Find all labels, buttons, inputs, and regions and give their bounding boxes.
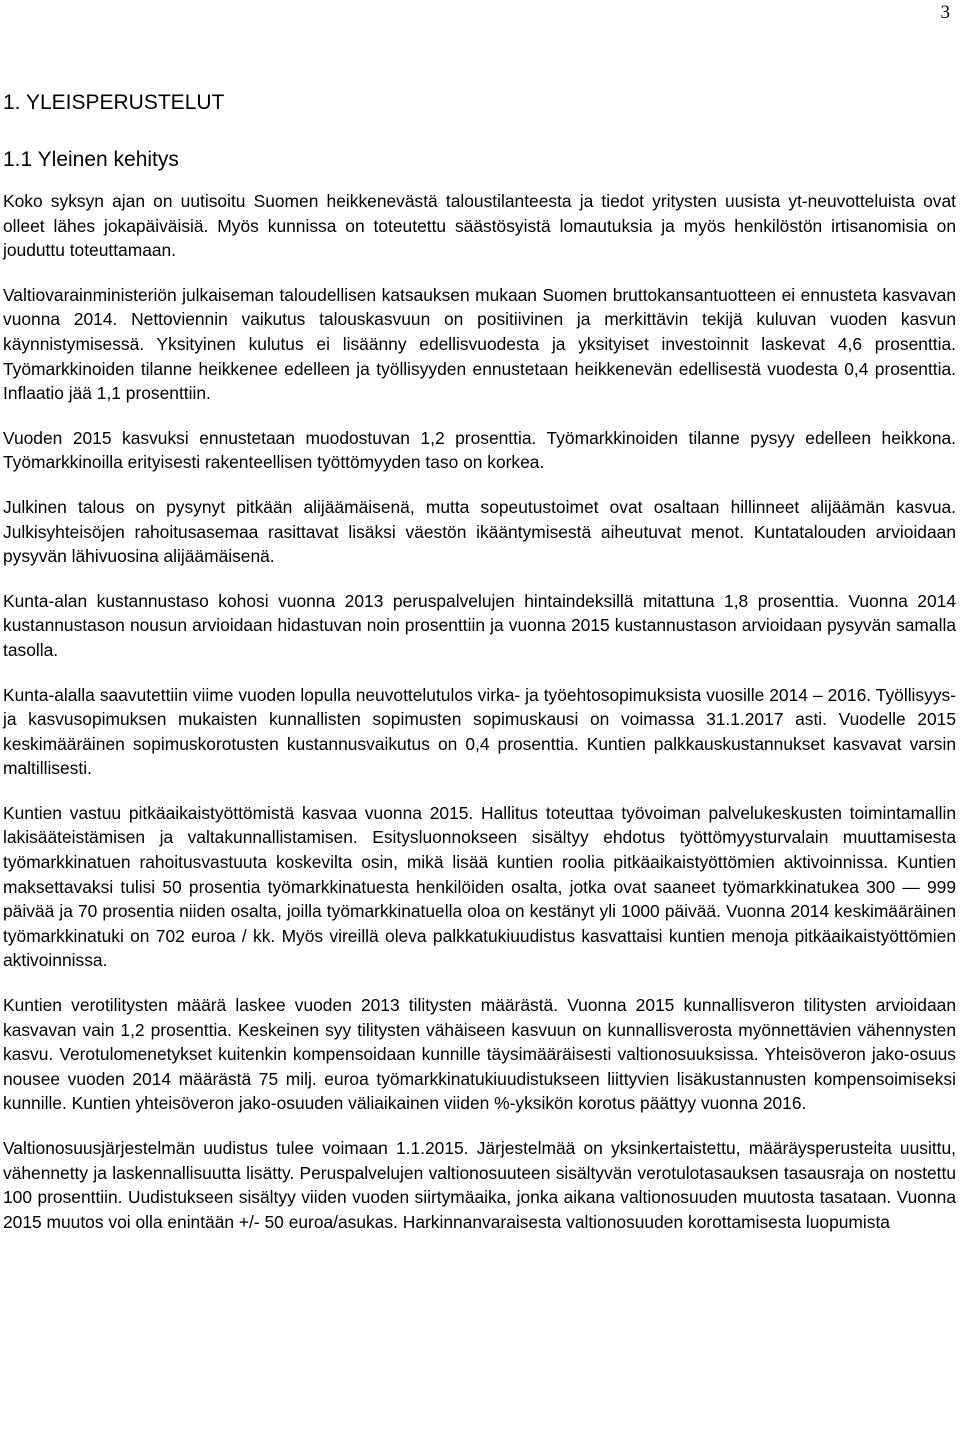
section-heading: 1. YLEISPERUSTELUT bbox=[3, 91, 225, 114]
paragraph-9: Valtionosuusjärjestelmän uudistus tulee voimaan 1.1.2015. Järjestelmää on yksinkertaistettu, määräysperusteita uusittu, vähennetty ja laskennallisuutta lisätty. Peruspalvelujen valtionosuuteen sisältyvän verotulotasauksen tasausraja on nostettu 100 prosenttiin. Uudistukseen sisältyy viiden vuoden siirtymäaika, jonka aikana valtionosuuden muutosta tasataan. Vuonna 2015 muutos voi olla enintään +/- 50 euroa/asukas. Harkinnanvaraisesta valtionosuuden korottamisesta luopumista bbox=[3, 1138, 956, 1232]
paragraph-8: Kuntien verotilitysten määrä laskee vuoden 2013 tilitysten määrästä. Vuonna 2015 kunnallisveron tilitysten arvioidaan kasvavan vain 1,2 prosenttia. Keskeinen syy tilitysten vähäiseen kasvuun on kunnallisverosta myönnettävien vähennysten kasvu. Verotulomenetykset kuitenkin kompensoidaan kunnille täysimääräisesti valtionosuuksissa. Yhteisöveron jako-osuus nousee vuoden 2014 määrästä 75 milj. euroa työmarkkinatukiuudistukseen liittyvien lisäkustannusten kompensoimiseksi kunnille. Kuntien yhteisöveron jako-osuuden väliaikainen viiden %-yksikön korotus päättyy vuonna 2016. bbox=[3, 995, 956, 1114]
page-number: 3 bbox=[940, 2, 950, 23]
paragraph-3: Vuoden 2015 kasvuksi ennustetaan muodostuvan 1,2 prosenttia. Työmarkkinoiden tilanne pysyy edelleen heikkona. Työmarkkinoilla erityisesti rakenteellisen työttömyyden taso on korkea. bbox=[3, 427, 956, 473]
subsection-heading: 1.1 Yleinen kehitys bbox=[3, 148, 179, 171]
document-body bbox=[3, 88, 956, 1254]
paragraph-7: Kuntien vastuu pitkäaikaistyöttömistä kasvaa vuonna 2015. Hallitus toteuttaa työvoiman palvelukeskusten toimintamallin lakisääteistämisen ja valtakunnallistamisen. Esitysluonnokseen sisältyy ehdotus työttömyysturvalain muuttamisesta työmarkkinatuen rahoitusvastuuta koskevilta osin, mikä lisää kuntien roolia pitkäaikaistyöttömien aktivoinnissa. Kuntien maksettavaksi tulisi 50 prosentia työmarkkinatuesta henkilöiden osalta, jotka ovat saaneet työmarkkinatukea 300 — 999 päivää ja 70 prosentia niiden osalta, joilla työmarkkinatuella oloa on kestänyt yli 1000 päivää. Vuonna 2014 keskimääräinen työmarkkinatuki on 702 euroa / kk. Myös vireillä oleva palkkatukiuudistus kasvattaisi kuntien menoja pitkäaikaistyöttömien aktivoinnissa. bbox=[3, 802, 956, 971]
paragraph-2: Valtiovarainministeriön julkaiseman taloudellisen katsauksen mukaan Suomen bruttokansantuotteen ei ennusteta kasvavan vuonna 2014. Nettoviennin vaikutus talouskasvuun on positiivinen ja merkittävin tekijä kuluvan vuoden kasvun käynnistymisessä. Yksityinen kulutus ei lisäänny edellisvuodesta ja yksityiset investoinnit laskevat 4,6 prosenttia. Työmarkkinoiden tilanne heikkenee edelleen ja työllisyyden ennustetaan heikkenevän edellisestä vuodesta 0,4 prosenttia. Inflaatio jää 1,1 prosenttiin. bbox=[3, 284, 956, 404]
paragraph-4: Julkinen talous on pysynyt pitkään alijäämäisenä, mutta sopeutustoimet ovat osaltaan hillinneet alijäämän kasvua. Julkisyhteisöjen rahoitusasemaa rasittavat lisäksi väestön ikääntymisestä aiheutuvat menot. Kuntatalouden arvioidaan pysyvän lähivuosina alijäämäisenä. bbox=[3, 496, 956, 567]
paragraph-5: Kunta-alan kustannustaso kohosi vuonna 2013 peruspalvelujen hintaindeksillä mitattuna 1,8 prosenttia. Vuonna 2014 kustannustason nousun arvioidaan hidastuvan noin prosenttiin ja vuonna 2015 kustannustason arvioidaan pysyvän samalla tasolla. bbox=[3, 590, 956, 660]
paragraph-6: Kunta-alalla saavutettiin viime vuoden lopulla neuvottelutulos virka- ja työehtosopimuksista vuosille 2014 – 2016. Työllisyys- ja kasvusopimuksen mukaisten kunnallisten sopimusten sopimuskausi on voimassa 31.1.2017 asti. Vuodelle 2015 keskimääräinen sopimuskorotusten kustannusvaikutus on 0,4 prosenttia. Kuntien palkkauskustannukset kasvavat varsin maltillisesti. bbox=[3, 684, 956, 779]
paragraph-1: Koko syksyn ajan on uutisoitu Suomen heikkenevästä taloustilanteesta ja tiedot yritysten uusista yt-neuvotteluista ovat olleet lähes jokapäiväisiä. Myös kunnissa on toteutettu säästösyistä lomautuksia ja myös henkilöstön irtisanomisia on jouduttu toteuttamaan. bbox=[3, 191, 956, 261]
